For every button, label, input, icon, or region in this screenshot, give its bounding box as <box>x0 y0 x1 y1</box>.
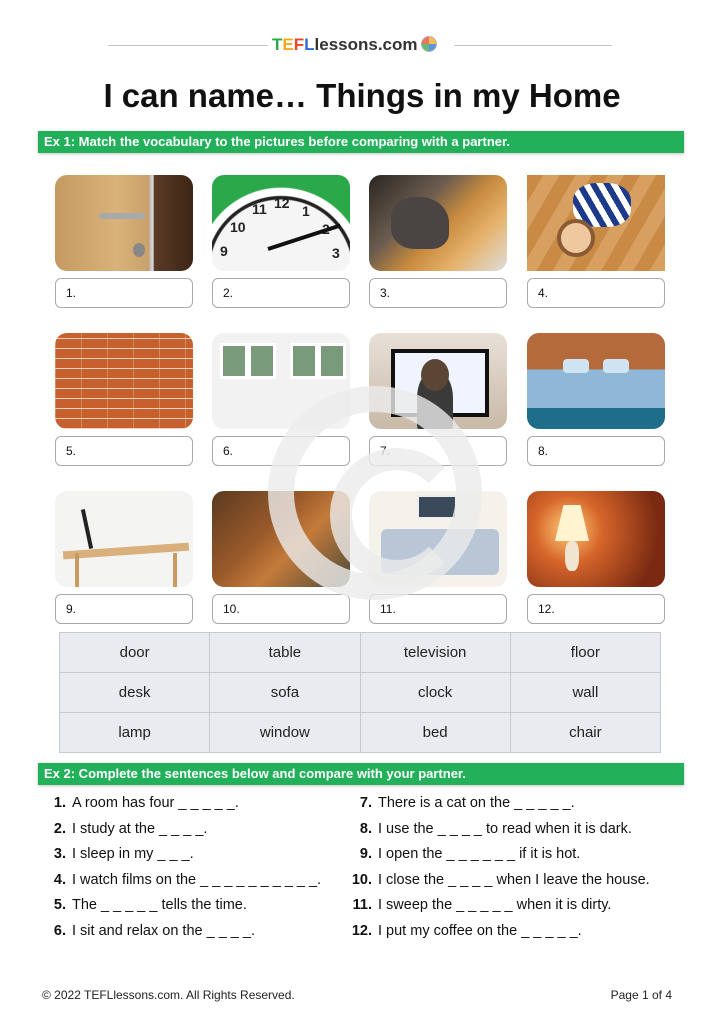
word-bank-cell: chair <box>510 713 660 753</box>
logo-letter-f: F <box>293 35 305 54</box>
wall-picture <box>55 333 193 429</box>
sentence-item <box>40 817 321 843</box>
sentence-text: I sweep the _ _ _ _ _ when it is dirty. <box>378 897 612 913</box>
sentence-number: 5. <box>53 897 66 913</box>
word-bank-cell: sofa <box>210 673 360 713</box>
site-logo <box>272 34 437 56</box>
sentence-text: The _ _ _ _ _ tells the time. <box>72 897 247 913</box>
globe-icon <box>421 36 437 52</box>
exercise-2-instruction: Ex 2: Complete the sentences below and compare with your partner. <box>38 763 684 785</box>
picture-card-8 <box>527 333 665 458</box>
sentence-text: I study at the _ _ _ _. <box>72 820 208 837</box>
word-bank-cell: clock <box>360 673 510 713</box>
lamp-picture <box>527 491 665 587</box>
answer-box-1[interactable]: 1. <box>55 278 193 308</box>
window-picture <box>212 333 350 429</box>
word-bank-cell: table <box>210 633 360 673</box>
answer-box-12[interactable]: 12. <box>527 594 665 624</box>
sentence-text: There is a cat on the _ _ _ _ _. <box>378 795 575 811</box>
sentence-item <box>40 893 321 919</box>
word-bank-cell: door <box>60 633 210 673</box>
answer-box-7[interactable]: 7. <box>369 436 507 466</box>
word-bank-cell: television <box>360 633 510 673</box>
answer-box-11[interactable]: 11. <box>369 594 507 624</box>
sentence-text: I watch films on the _ _ _ _ _ _ _ _ _ _. <box>72 871 322 888</box>
word-bank-table <box>59 632 661 753</box>
picture-card-5 <box>55 333 193 458</box>
sentence-item <box>346 791 650 817</box>
sentence-number: 1. <box>53 795 66 811</box>
answer-box-9[interactable]: 9. <box>55 594 193 624</box>
sentence-number: 6. <box>53 922 66 939</box>
word-bank-cell: wall <box>510 673 660 713</box>
desk-picture <box>55 491 193 587</box>
sentence-list-left <box>40 791 321 944</box>
page-title: I can name… Things in my Home <box>103 77 621 114</box>
word-bank-row <box>60 713 661 753</box>
television-picture <box>369 333 507 429</box>
word-bank-row <box>60 673 661 713</box>
sentence-text: I close the _ _ _ _ when I leave the house. <box>378 871 650 888</box>
answer-box-6[interactable]: 6. <box>212 436 350 466</box>
picture-card-1 <box>55 175 193 300</box>
sentence-number: 10. <box>351 871 372 888</box>
word-bank-cell: desk <box>60 673 210 713</box>
picture-card-7 <box>369 333 507 458</box>
sentence-text: I sit and relax on the _ _ _ _. <box>72 922 255 939</box>
site-header <box>0 34 724 56</box>
sentence-item <box>346 817 650 843</box>
header-rule-left <box>108 45 268 46</box>
logo-letter-l: L <box>304 35 315 54</box>
floor-picture <box>527 175 665 271</box>
sentence-item <box>346 919 650 945</box>
sentence-list-right <box>346 791 650 944</box>
word-bank-cell: lamp <box>60 713 210 753</box>
exercise-1-instruction: Ex 1: Match the vocabulary to the pictures before comparing with a partner. <box>38 131 684 153</box>
footer-copyright: © 2022 TEFLlessons.com. All Rights Reserved. <box>42 988 295 1002</box>
sentence-item <box>346 893 650 919</box>
sentence-item <box>346 842 650 868</box>
word-bank-cell: floor <box>510 633 660 673</box>
sentence-number: 4. <box>53 871 66 888</box>
sentence-text: I use the _ _ _ _ to read when it is dark. <box>378 820 632 837</box>
word-bank-cell: bed <box>360 713 510 753</box>
sentence-item <box>40 842 321 868</box>
word-bank-row <box>60 633 661 673</box>
clock-picture: 11 12 1 10 9 3 <box>212 175 350 271</box>
picture-card-10 <box>212 491 350 616</box>
sentence-number: 9. <box>359 846 372 862</box>
sentence-text: I put my coffee on the _ _ _ _ _. <box>378 922 582 939</box>
logo-text: lessons.com <box>314 35 418 54</box>
answer-box-8[interactable]: 8. <box>527 436 665 466</box>
sentence-number: 3. <box>53 846 66 862</box>
answer-box-4[interactable]: 4. <box>527 278 665 308</box>
logo-letter-e: E <box>282 35 294 54</box>
sentence-number: 12. <box>351 922 372 939</box>
sofa-picture <box>369 491 507 587</box>
answer-box-2[interactable]: 2. <box>212 278 350 308</box>
sentence-text: A room has four _ _ _ _ _. <box>72 795 239 811</box>
door-picture <box>55 175 193 271</box>
sentence-item <box>40 919 321 945</box>
sentence-number: 2. <box>53 820 66 837</box>
answer-box-5[interactable]: 5. <box>55 436 193 466</box>
header-rule-right <box>454 45 612 46</box>
logo-letter-t: T <box>272 35 283 54</box>
table-picture <box>212 491 350 587</box>
sentence-item <box>40 791 321 817</box>
picture-card-3 <box>369 175 507 300</box>
picture-card-9 <box>55 491 193 616</box>
word-bank-cell: window <box>210 713 360 753</box>
sentence-text: I open the _ _ _ _ _ _ if it is hot. <box>378 846 581 862</box>
picture-card-11 <box>369 491 507 616</box>
picture-card-4 <box>527 175 665 300</box>
sentence-item <box>40 868 321 894</box>
sentence-item <box>346 868 650 894</box>
picture-card-12 <box>527 491 665 616</box>
sentence-text: I sleep in my _ _ _. <box>72 846 194 862</box>
answer-box-10[interactable]: 10. <box>212 594 350 624</box>
picture-card-2 <box>212 175 350 300</box>
picture-card-6 <box>212 333 350 458</box>
chair-picture <box>369 175 507 271</box>
sentence-number: 8. <box>359 820 372 837</box>
bed-picture <box>527 333 665 429</box>
footer-page-number: Page 1 of 4 <box>610 988 672 1002</box>
answer-box-3[interactable]: 3. <box>369 278 507 308</box>
sentence-number: 7. <box>359 795 372 811</box>
sentence-number: 11. <box>352 897 372 913</box>
